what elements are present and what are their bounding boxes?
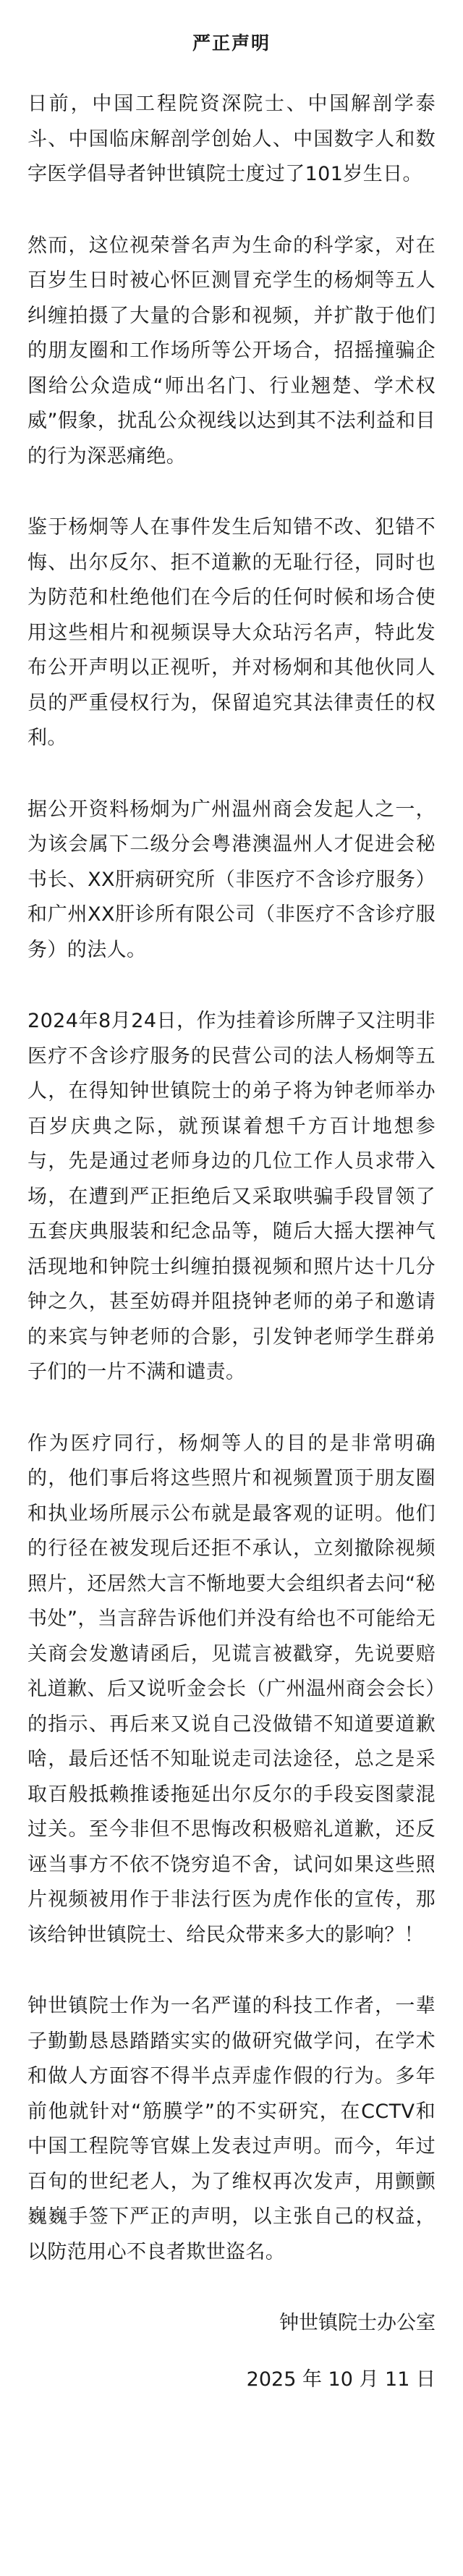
paragraph-conclusion: 钟世镇院士作为一名严谨的科技工作者，一辈子勤勤恳恳踏踏实实的做研究做学问，在学术和做人方面容不得半点弄虚作假的行为。多年前他就针对“筋膜学”的不实研究，在CCTV和中国工程院等官媒上发表过声明。而今，年过百旬的世纪老人，为了维权再次发声，用颤颤巍巍手签下严正的声明，以主张自己的权益，以防范用心不良者欺世盗名。 (27, 1995, 436, 2263)
signature-office: 钟世镇院士办公室 (279, 2312, 436, 2334)
paragraph-declaration: 鉴于杨炯等人在事件发生后知错不改、犯错不悔、出尔反尔、拒不道歉的无耻行径，同时也为防范和杜绝他们在今后的任何时候和场合使用这些相片和视频误导大众玷污名声，特此发布公开声明以正视听，并对杨炯和其他伙同人员的严重侵权行为，保留追究其法律责任的权利。 (27, 516, 436, 749)
paragraph-consequences: 作为医疗同行，杨炯等人的目的是非常明确的，他们事后将这些照片和视频置顶于朋友圈和执业场所展示公布就是最客观的证明。他们的行径在被发现后还拒不承认，立刻撤除视频照片，还居然大言不惭地要大会组织者去问“秘书处”，当言辞告诉他们并没有给也不可能给无关商会发邀请函后，见谎言被戳穿，先说要赔礼道歉、后又说听金会长（广州温州商会会长）的指示、再后来又说自己没做错不知道要道歉啥，最后还恬不知耻说走司法途径，总之是采取百般抵赖推诿拖延出尔反尔的手段妄图蒙混过关。至今非但不思悔改积极赔礼道歉，还反诬当事方不依不饶穷追不舍，试问如果这些照片视频被用作于非法行医为虎作伥的宣传，那该给钟世镇院士、给民众带来多大的影响？！ (27, 1432, 436, 1946)
paragraph-incident-summary: 然而，这位视荣誉名声为生命的科学家，对在百岁生日时被心怀叵测冒充学生的杨炯等五人纠缠拍摄了大量的合影和视频，并扩散于他们的朋友圈和工作场所等公开场合，招摇撞骗企图给公众造成“师出名门、行业翘楚、学术权威”假象，扰乱公众视线以达到其不法利益和目的行为深恶痛绝。 (27, 234, 436, 468)
paragraph-event-details: 2024年8月24日，作为挂着诊所牌子又注明非医疗不含诊疗服务的民营公司的法人杨炯等五人，在得知钟世镇院士的弟子将为钟老师举办百岁庆典之际，就预谋着想千方百计地想参与，先是通过老师身边的几位工作人员求带入场，在遭到严正拒绝后又采取哄骗手段冒领了五套庆典服装和纪念品等，随后大摇大摆神气活现地和钟院士纠缠拍摄视频和照片达十几分钟之久，甚至妨碍并阻挠钟老师的弟子和邀请的来宾与钟老师的合影，引发钟老师学生群弟子们的一片不满和谴责。 (27, 1010, 436, 1383)
document-title: 严正声明 (192, 33, 271, 54)
paragraph-intro: 日前，中国工程院资深院士、中国解剖学泰斗、中国临床解剖学创始人、中国数字人和数字医学倡导者钟世镇院士度过了101岁生日。 (27, 93, 436, 185)
signature-date: 2025 年 10 月 11 日 (246, 2368, 436, 2391)
paragraph-background: 据公开资料杨炯为广州温州商会发起人之一，为该会属下二级分会粤港澳温州人才促进会秘书长、XX肝病研究所（非医疗不含诊疗服务）和广州XX肝诊所有限公司（非医疗不含诊疗服务）的法人。 (27, 798, 436, 961)
